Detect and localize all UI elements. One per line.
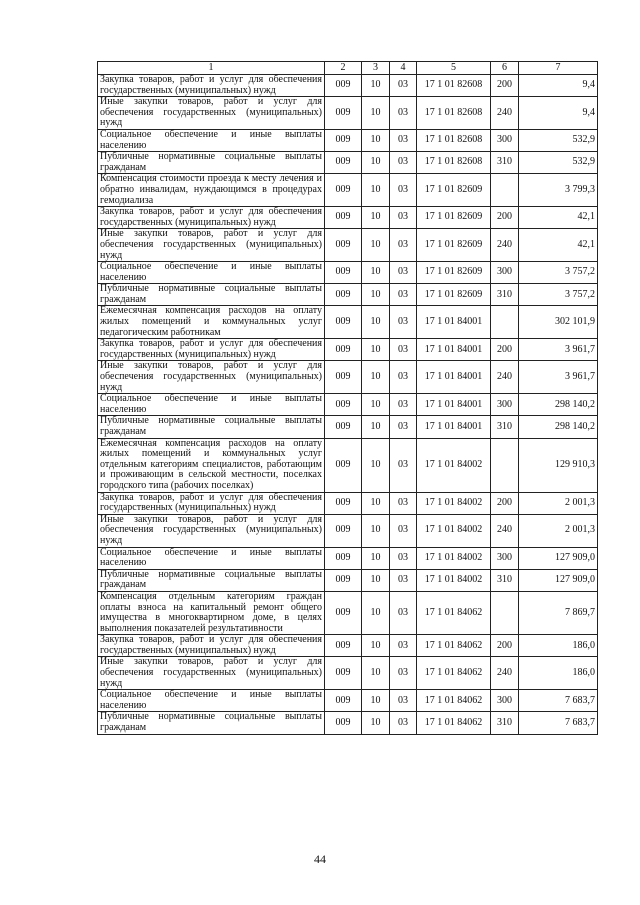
grbs-code-cell: 009 (325, 547, 362, 569)
expense-name-cell: Социальное обеспечение и иные выплаты населению (98, 262, 325, 284)
page-number: 44 (314, 852, 326, 866)
grbs-code-cell: 009 (325, 690, 362, 712)
header-col-1: 1 (98, 62, 325, 75)
table-row (98, 129, 598, 151)
section-code-cell: 10 (362, 361, 390, 394)
grbs-code-cell: 009 (325, 591, 362, 634)
expense-type-cell: 240 (491, 657, 519, 690)
section-code-cell: 10 (362, 657, 390, 690)
header-col-4: 4 (390, 62, 417, 75)
grbs-code-cell: 009 (325, 97, 362, 130)
amount-cell: 3 961,7 (519, 361, 598, 394)
subsection-code-cell: 03 (390, 635, 417, 657)
target-article-cell: 17 1 01 82609 (417, 174, 491, 207)
expense-type-cell: 310 (491, 416, 519, 438)
expense-name-cell: Закупка товаров, работ и услуг для обеспечения государственных (муниципальных) нужд (98, 635, 325, 657)
table-row (98, 75, 598, 97)
section-code-cell: 10 (362, 635, 390, 657)
grbs-code-cell: 009 (325, 262, 362, 284)
table-row (98, 492, 598, 514)
target-article-cell: 17 1 01 84062 (417, 635, 491, 657)
expense-name-cell: Иные закупки товаров, работ и услуг для обеспечения государственных (муниципальных) нужд (98, 97, 325, 130)
grbs-code-cell: 009 (325, 416, 362, 438)
expense-name-cell: Социальное обеспечение и иные выплаты населению (98, 129, 325, 151)
section-code-cell: 10 (362, 712, 390, 734)
grbs-code-cell: 009 (325, 306, 362, 339)
expense-name-cell: Социальное обеспечение и иные выплаты населению (98, 394, 325, 416)
amount-cell: 532,9 (519, 129, 598, 151)
grbs-code-cell: 009 (325, 339, 362, 361)
target-article-cell: 17 1 01 84001 (417, 339, 491, 361)
expense-name-cell: Иные закупки товаров, работ и услуг для обеспечения государственных (муниципальных) нужд (98, 229, 325, 262)
grbs-code-cell: 009 (325, 75, 362, 97)
amount-cell: 2 001,3 (519, 492, 598, 514)
table-row (98, 416, 598, 438)
amount-cell: 298 140,2 (519, 416, 598, 438)
target-article-cell: 17 1 01 84062 (417, 657, 491, 690)
table-body (98, 75, 598, 735)
section-code-cell: 10 (362, 591, 390, 634)
expense-name-cell: Ежемесячная компенсация расходов на оплату жилых помещений и коммунальных услуг отдельным категориям специалистов, работающим и проживающим в сельской местности, поселках городского типа (рабочих поселках) (98, 438, 325, 492)
subsection-code-cell: 03 (390, 262, 417, 284)
target-article-cell: 17 1 01 84002 (417, 492, 491, 514)
target-article-cell: 17 1 01 84001 (417, 306, 491, 339)
section-code-cell: 10 (362, 262, 390, 284)
expense-name-cell: Публичные нормативные социальные выплаты гражданам (98, 569, 325, 591)
target-article-cell: 17 1 01 82608 (417, 129, 491, 151)
subsection-code-cell: 03 (390, 75, 417, 97)
section-code-cell: 10 (362, 339, 390, 361)
target-article-cell: 17 1 01 84062 (417, 712, 491, 734)
amount-cell: 532,9 (519, 152, 598, 174)
target-article-cell: 17 1 01 82609 (417, 207, 491, 229)
expense-type-cell (491, 306, 519, 339)
table-row (98, 591, 598, 634)
subsection-code-cell: 03 (390, 97, 417, 130)
grbs-code-cell: 009 (325, 207, 362, 229)
target-article-cell: 17 1 01 84002 (417, 547, 491, 569)
expense-name-cell: Закупка товаров, работ и услуг для обеспечения государственных (муниципальных) нужд (98, 207, 325, 229)
grbs-code-cell: 009 (325, 635, 362, 657)
target-article-cell: 17 1 01 84002 (417, 438, 491, 492)
expense-type-cell: 310 (491, 284, 519, 306)
table-row (98, 657, 598, 690)
section-code-cell: 10 (362, 690, 390, 712)
expense-type-cell: 200 (491, 207, 519, 229)
amount-cell: 3 961,7 (519, 339, 598, 361)
expense-type-cell: 240 (491, 97, 519, 130)
amount-cell: 9,4 (519, 97, 598, 130)
target-article-cell: 17 1 01 82608 (417, 75, 491, 97)
table-row (98, 284, 598, 306)
table-row (98, 361, 598, 394)
amount-cell: 302 101,9 (519, 306, 598, 339)
amount-cell: 129 910,3 (519, 438, 598, 492)
section-code-cell: 10 (362, 129, 390, 151)
amount-cell: 127 909,0 (519, 547, 598, 569)
amount-cell: 186,0 (519, 657, 598, 690)
expense-name-cell: Закупка товаров, работ и услуг для обеспечения государственных (муниципальных) нужд (98, 339, 325, 361)
budget-table (97, 61, 598, 735)
expense-type-cell: 310 (491, 569, 519, 591)
section-code-cell: 10 (362, 207, 390, 229)
expense-type-cell: 300 (491, 129, 519, 151)
section-code-cell: 10 (362, 569, 390, 591)
subsection-code-cell: 03 (390, 416, 417, 438)
section-code-cell: 10 (362, 97, 390, 130)
expense-name-cell: Публичные нормативные социальные выплаты гражданам (98, 284, 325, 306)
expense-type-cell: 240 (491, 229, 519, 262)
table-row (98, 262, 598, 284)
header-col-7: 7 (519, 62, 598, 75)
amount-cell: 2 001,3 (519, 514, 598, 547)
target-article-cell: 17 1 01 82608 (417, 97, 491, 130)
column-number-row (98, 62, 598, 75)
expense-name-cell: Иные закупки товаров, работ и услуг для обеспечения государственных (муниципальных) нужд (98, 514, 325, 547)
table-row (98, 207, 598, 229)
grbs-code-cell: 009 (325, 712, 362, 734)
target-article-cell: 17 1 01 82609 (417, 284, 491, 306)
subsection-code-cell: 03 (390, 129, 417, 151)
grbs-code-cell: 009 (325, 514, 362, 547)
expense-type-cell: 300 (491, 547, 519, 569)
section-code-cell: 10 (362, 492, 390, 514)
table-row (98, 438, 598, 492)
grbs-code-cell: 009 (325, 492, 362, 514)
table-row (98, 635, 598, 657)
subsection-code-cell: 03 (390, 174, 417, 207)
grbs-code-cell: 009 (325, 152, 362, 174)
expense-type-cell: 310 (491, 152, 519, 174)
expense-name-cell: Социальное обеспечение и иные выплаты населению (98, 547, 325, 569)
expense-name-cell: Публичные нормативные социальные выплаты гражданам (98, 152, 325, 174)
section-code-cell: 10 (362, 174, 390, 207)
grbs-code-cell: 009 (325, 394, 362, 416)
subsection-code-cell: 03 (390, 361, 417, 394)
amount-cell: 7 683,7 (519, 690, 598, 712)
amount-cell: 7 683,7 (519, 712, 598, 734)
amount-cell: 42,1 (519, 207, 598, 229)
subsection-code-cell: 03 (390, 438, 417, 492)
grbs-code-cell: 009 (325, 438, 362, 492)
header-col-2: 2 (325, 62, 362, 75)
expense-name-cell: Ежемесячная компенсация расходов на оплату жилых помещений и коммунальных услуг педагогическим работникам (98, 306, 325, 339)
expense-type-cell: 200 (491, 492, 519, 514)
table-row (98, 514, 598, 547)
subsection-code-cell: 03 (390, 306, 417, 339)
expense-name-cell: Компенсация стоимости проезда к месту лечения и обратно инвалидам, нуждающимся в процедурах гемодиализа (98, 174, 325, 207)
expense-type-cell: 240 (491, 361, 519, 394)
expense-type-cell: 200 (491, 75, 519, 97)
target-article-cell: 17 1 01 82609 (417, 229, 491, 262)
target-article-cell: 17 1 01 84001 (417, 394, 491, 416)
expense-name-cell: Публичные нормативные социальные выплаты гражданам (98, 712, 325, 734)
section-code-cell: 10 (362, 284, 390, 306)
amount-cell: 186,0 (519, 635, 598, 657)
amount-cell: 127 909,0 (519, 569, 598, 591)
expense-type-cell: 200 (491, 635, 519, 657)
section-code-cell: 10 (362, 547, 390, 569)
subsection-code-cell: 03 (390, 284, 417, 306)
subsection-code-cell: 03 (390, 514, 417, 547)
section-code-cell: 10 (362, 306, 390, 339)
header-col-3: 3 (362, 62, 390, 75)
target-article-cell: 17 1 01 82608 (417, 152, 491, 174)
target-article-cell: 17 1 01 84002 (417, 569, 491, 591)
expense-type-cell (491, 174, 519, 207)
header-col-6: 6 (491, 62, 519, 75)
subsection-code-cell: 03 (390, 394, 417, 416)
expense-name-cell: Компенсация отдельным категориям граждан оплаты взноса на капитальный ремонт общего имущества в многоквартирном доме, в целях выполнения показателей результативности (98, 591, 325, 634)
table-row (98, 306, 598, 339)
section-code-cell: 10 (362, 152, 390, 174)
table-row (98, 152, 598, 174)
section-code-cell: 10 (362, 514, 390, 547)
expense-type-cell (491, 438, 519, 492)
subsection-code-cell: 03 (390, 657, 417, 690)
amount-cell: 298 140,2 (519, 394, 598, 416)
section-code-cell: 10 (362, 75, 390, 97)
header-col-5: 5 (417, 62, 491, 75)
target-article-cell: 17 1 01 84001 (417, 416, 491, 438)
table-row (98, 229, 598, 262)
expense-name-cell: Публичные нормативные социальные выплаты гражданам (98, 416, 325, 438)
expense-type-cell (491, 591, 519, 634)
expense-name-cell: Иные закупки товаров, работ и услуг для обеспечения государственных (муниципальных) нужд (98, 361, 325, 394)
grbs-code-cell: 009 (325, 284, 362, 306)
expense-name-cell: Иные закупки товаров, работ и услуг для обеспечения государственных (муниципальных) нужд (98, 657, 325, 690)
amount-cell: 3 799,3 (519, 174, 598, 207)
target-article-cell: 17 1 01 84062 (417, 690, 491, 712)
table-row (98, 547, 598, 569)
expense-type-cell: 300 (491, 690, 519, 712)
amount-cell: 3 757,2 (519, 262, 598, 284)
table-row (98, 712, 598, 734)
grbs-code-cell: 009 (325, 361, 362, 394)
subsection-code-cell: 03 (390, 207, 417, 229)
amount-cell: 7 869,7 (519, 591, 598, 634)
subsection-code-cell: 03 (390, 547, 417, 569)
table-row (98, 394, 598, 416)
expense-type-cell: 300 (491, 394, 519, 416)
amount-cell: 42,1 (519, 229, 598, 262)
expense-type-cell: 240 (491, 514, 519, 547)
target-article-cell: 17 1 01 84001 (417, 361, 491, 394)
grbs-code-cell: 009 (325, 174, 362, 207)
table-row (98, 174, 598, 207)
section-code-cell: 10 (362, 394, 390, 416)
section-code-cell: 10 (362, 416, 390, 438)
target-article-cell: 17 1 01 84002 (417, 514, 491, 547)
expense-name-cell: Закупка товаров, работ и услуг для обеспечения государственных (муниципальных) нужд (98, 492, 325, 514)
subsection-code-cell: 03 (390, 339, 417, 361)
table-row (98, 339, 598, 361)
subsection-code-cell: 03 (390, 229, 417, 262)
section-code-cell: 10 (362, 438, 390, 492)
amount-cell: 3 757,2 (519, 284, 598, 306)
table-row (98, 690, 598, 712)
expense-type-cell: 200 (491, 339, 519, 361)
expense-name-cell: Закупка товаров, работ и услуг для обеспечения государственных (муниципальных) нужд (98, 75, 325, 97)
expense-name-cell: Социальное обеспечение и иные выплаты населению (98, 690, 325, 712)
subsection-code-cell: 03 (390, 492, 417, 514)
expense-type-cell: 310 (491, 712, 519, 734)
section-code-cell: 10 (362, 229, 390, 262)
expense-type-cell: 300 (491, 262, 519, 284)
subsection-code-cell: 03 (390, 712, 417, 734)
subsection-code-cell: 03 (390, 591, 417, 634)
table-row (98, 569, 598, 591)
grbs-code-cell: 009 (325, 657, 362, 690)
subsection-code-cell: 03 (390, 569, 417, 591)
grbs-code-cell: 009 (325, 129, 362, 151)
subsection-code-cell: 03 (390, 152, 417, 174)
amount-cell: 9,4 (519, 75, 598, 97)
subsection-code-cell: 03 (390, 690, 417, 712)
target-article-cell: 17 1 01 82609 (417, 262, 491, 284)
grbs-code-cell: 009 (325, 569, 362, 591)
grbs-code-cell: 009 (325, 229, 362, 262)
table-row (98, 97, 598, 130)
target-article-cell: 17 1 01 84062 (417, 591, 491, 634)
